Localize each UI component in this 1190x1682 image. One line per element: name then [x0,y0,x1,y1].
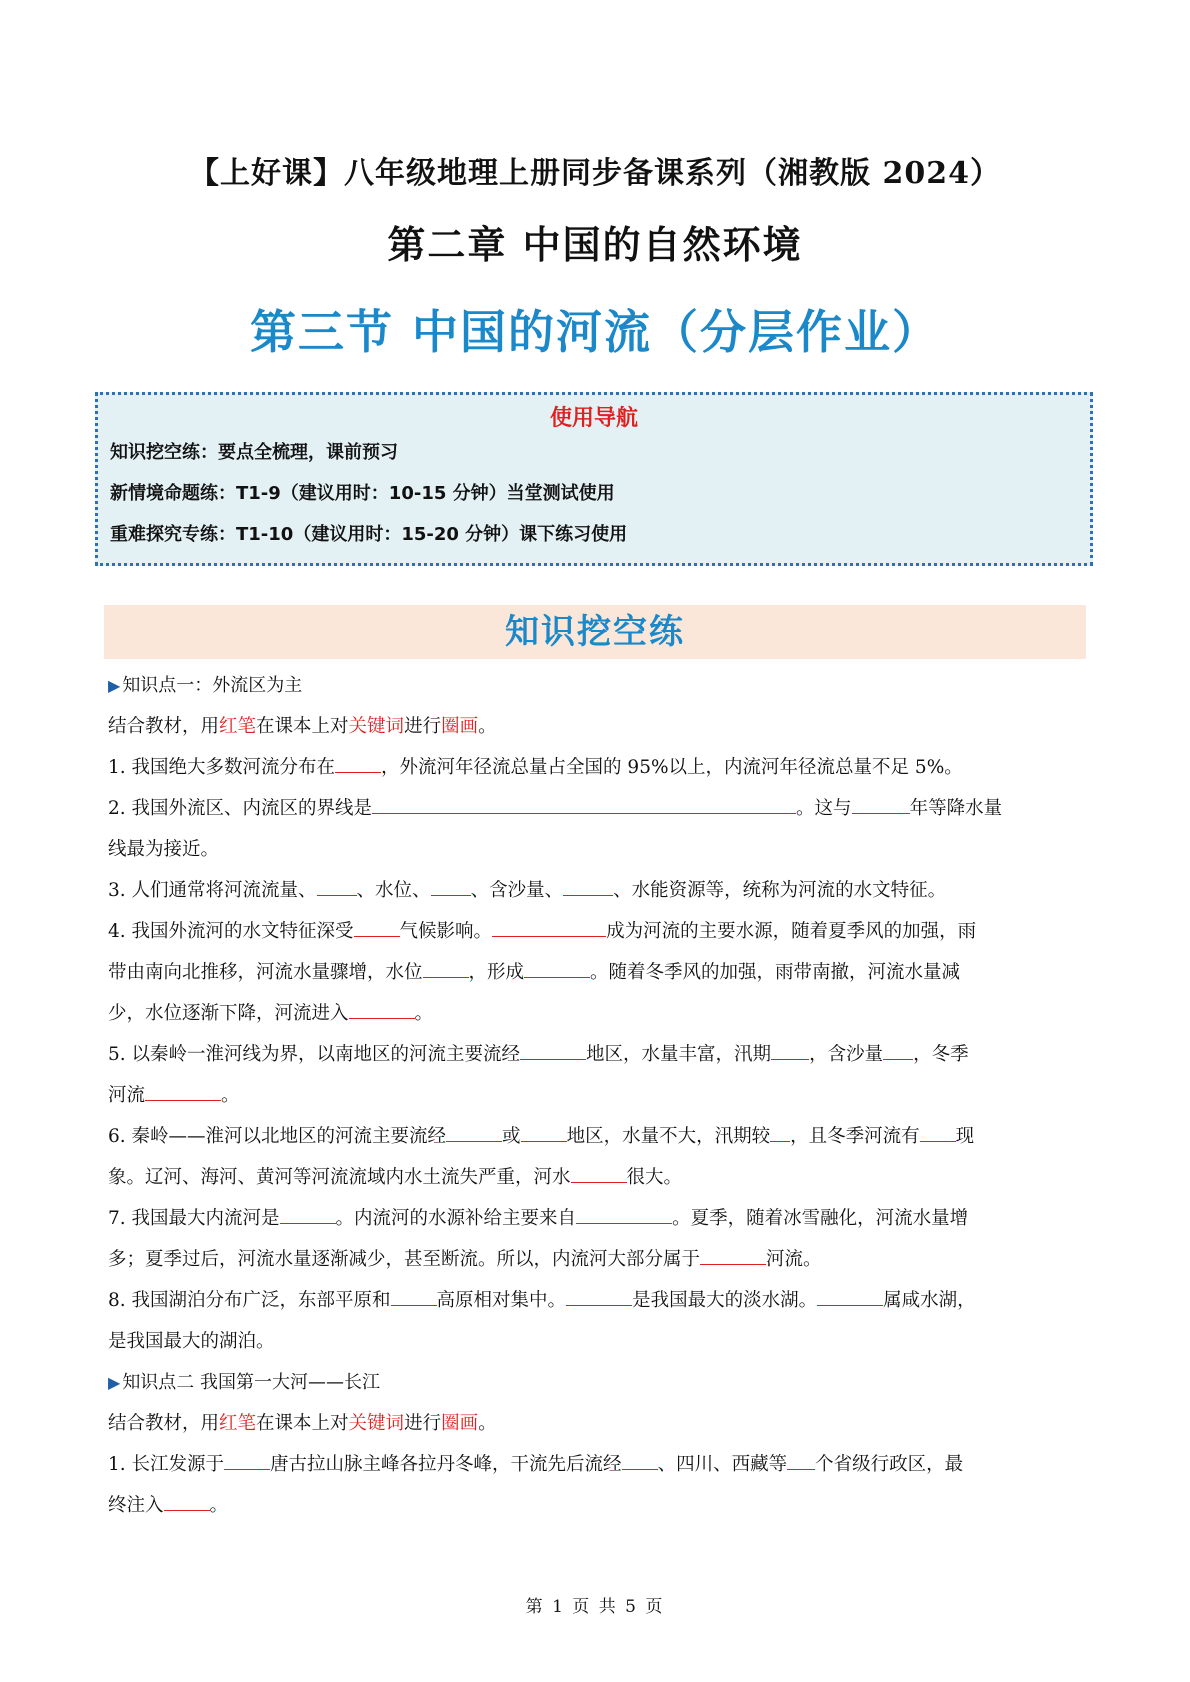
question-7: 7. 我国最大内流河是 。内流河的水源补给主要来自 。夏季，随着冰雪融化，河流水量增 多；夏季过后，河流水量逐渐减少，甚至断流。所以，内流河大部分属于 河流。 [108,1198,1084,1280]
answer-blank[interactable] [920,1119,956,1142]
answer-blank[interactable] [524,955,590,978]
chapter-title: 第二章 中国的自然环境 [387,223,803,267]
triangle-bullet-icon: ▶ [108,1373,121,1392]
answer-blank[interactable] [770,1119,790,1142]
answer-blank[interactable] [563,873,613,896]
series-title: 【上好课】八年级地理上册同步备课系列（湘教版 2024） [189,156,1001,191]
question-3: 3. 人们通常将河流流量、 、水位、 、含沙量、 、水能资源等，统称为河流的水文特征。 [108,870,1084,911]
guide-line: 知识挖空练：要点全梳理，课前预习 [110,442,398,463]
guide-line: 重难探究专练：T1-10（建议用时：15-20 分钟）课下练习使用 [110,524,628,545]
question-6: 6. 秦岭——淮河以北地区的河流主要流经 或 地区，水量不大，汛期较 ，且冬季河流有 现 象。辽河、海河、黄河等河流流域内水土流失严重，河水 很大。 [108,1116,1084,1198]
answer-blank[interactable] [446,1119,502,1142]
answer-blank[interactable] [372,791,796,814]
answer-blank[interactable] [423,955,469,978]
answer-blank[interactable] [566,1283,632,1306]
exercise-content [108,665,1084,1526]
page-footer: 第 1 页 共 5 页 [525,1597,665,1617]
knowledge-point-heading: ▶ 知识点一：外流区为主 [108,675,303,696]
answer-blank[interactable] [335,750,381,773]
answer-blank[interactable] [771,1037,809,1060]
answer-blank[interactable] [817,1283,883,1306]
question-5: 5. 以秦岭一淮河线为界，以南地区的河流主要流经 地区，水量丰富，汛期 ，含沙量 ，冬季 河流 。 [108,1034,1084,1116]
answer-blank[interactable] [520,1037,586,1060]
answer-blank[interactable] [852,791,910,814]
section-title: 第三节 中国的河流（分层作业） [249,305,940,359]
question-1: 1. 我国绝大多数河流分布在 ，外流河年径流总量占全国的 95%以上，内流河年径流总量不足 5%。 [108,747,1084,788]
answer-blank[interactable] [700,1242,766,1265]
answer-blank[interactable] [571,1160,627,1183]
instruction-line: 结合教材，用红笔在课本上对关键词进行圈画。 [108,1413,497,1434]
question-8: 8. 我国湖泊分布广泛，东部平原和 高原相对集中。 是我国最大的淡水湖。 属咸水湖， 是我国最大的湖泊。 [108,1280,1084,1362]
answer-blank[interactable] [431,873,471,896]
answer-blank[interactable] [164,1488,210,1511]
answer-blank[interactable] [349,996,415,1019]
triangle-bullet-icon: ▶ [108,676,121,695]
answer-blank[interactable] [145,1078,221,1101]
answer-blank[interactable] [576,1201,672,1224]
guide-line: 新情境命题练：T1-9（建议用时：10-15 分钟）当堂测试使用 [110,483,615,504]
usage-guide-box [95,392,1093,566]
answer-blank[interactable] [280,1201,336,1224]
answer-blank[interactable] [391,1283,437,1306]
knowledge-point-heading: ▶ 知识点二 我国第一大河——长江 [108,1372,381,1393]
answer-blank[interactable] [622,1447,658,1470]
answer-blank[interactable] [521,1119,567,1142]
answer-blank[interactable] [224,1447,270,1470]
answer-blank[interactable] [787,1447,815,1470]
answer-blank[interactable] [354,914,400,937]
guide-title: 使用导航 [549,406,638,431]
knowledge-fill-banner: 知识挖空练 [104,605,1086,659]
answer-blank[interactable] [883,1037,913,1060]
answer-blank[interactable] [317,873,357,896]
answer-blank[interactable] [492,914,606,937]
instruction-line: 结合教材，用红笔在课本上对关键词进行圈画。 [108,716,497,737]
question-4: 4. 我国外流河的水文特征深受 气候影响。 成为河流的主要水源，随着夏季风的加强，雨 带由南向北推移，河流水量骤增，水位 ，形成 。随着冬季风的加强，雨带南撤，河流水量减 少，水位逐渐下降，河流进入 。 [108,911,1084,1034]
question-1: 1. 长江发源于 唐古拉山脉主峰各拉丹冬峰，干流先后流经 、四川、西藏等 个省级行政区，最 终注入 。 [108,1444,1084,1526]
question-2: 2. 我国外流区、内流区的界线是 。这与 年等降水量 线最为接近。 [108,788,1084,870]
